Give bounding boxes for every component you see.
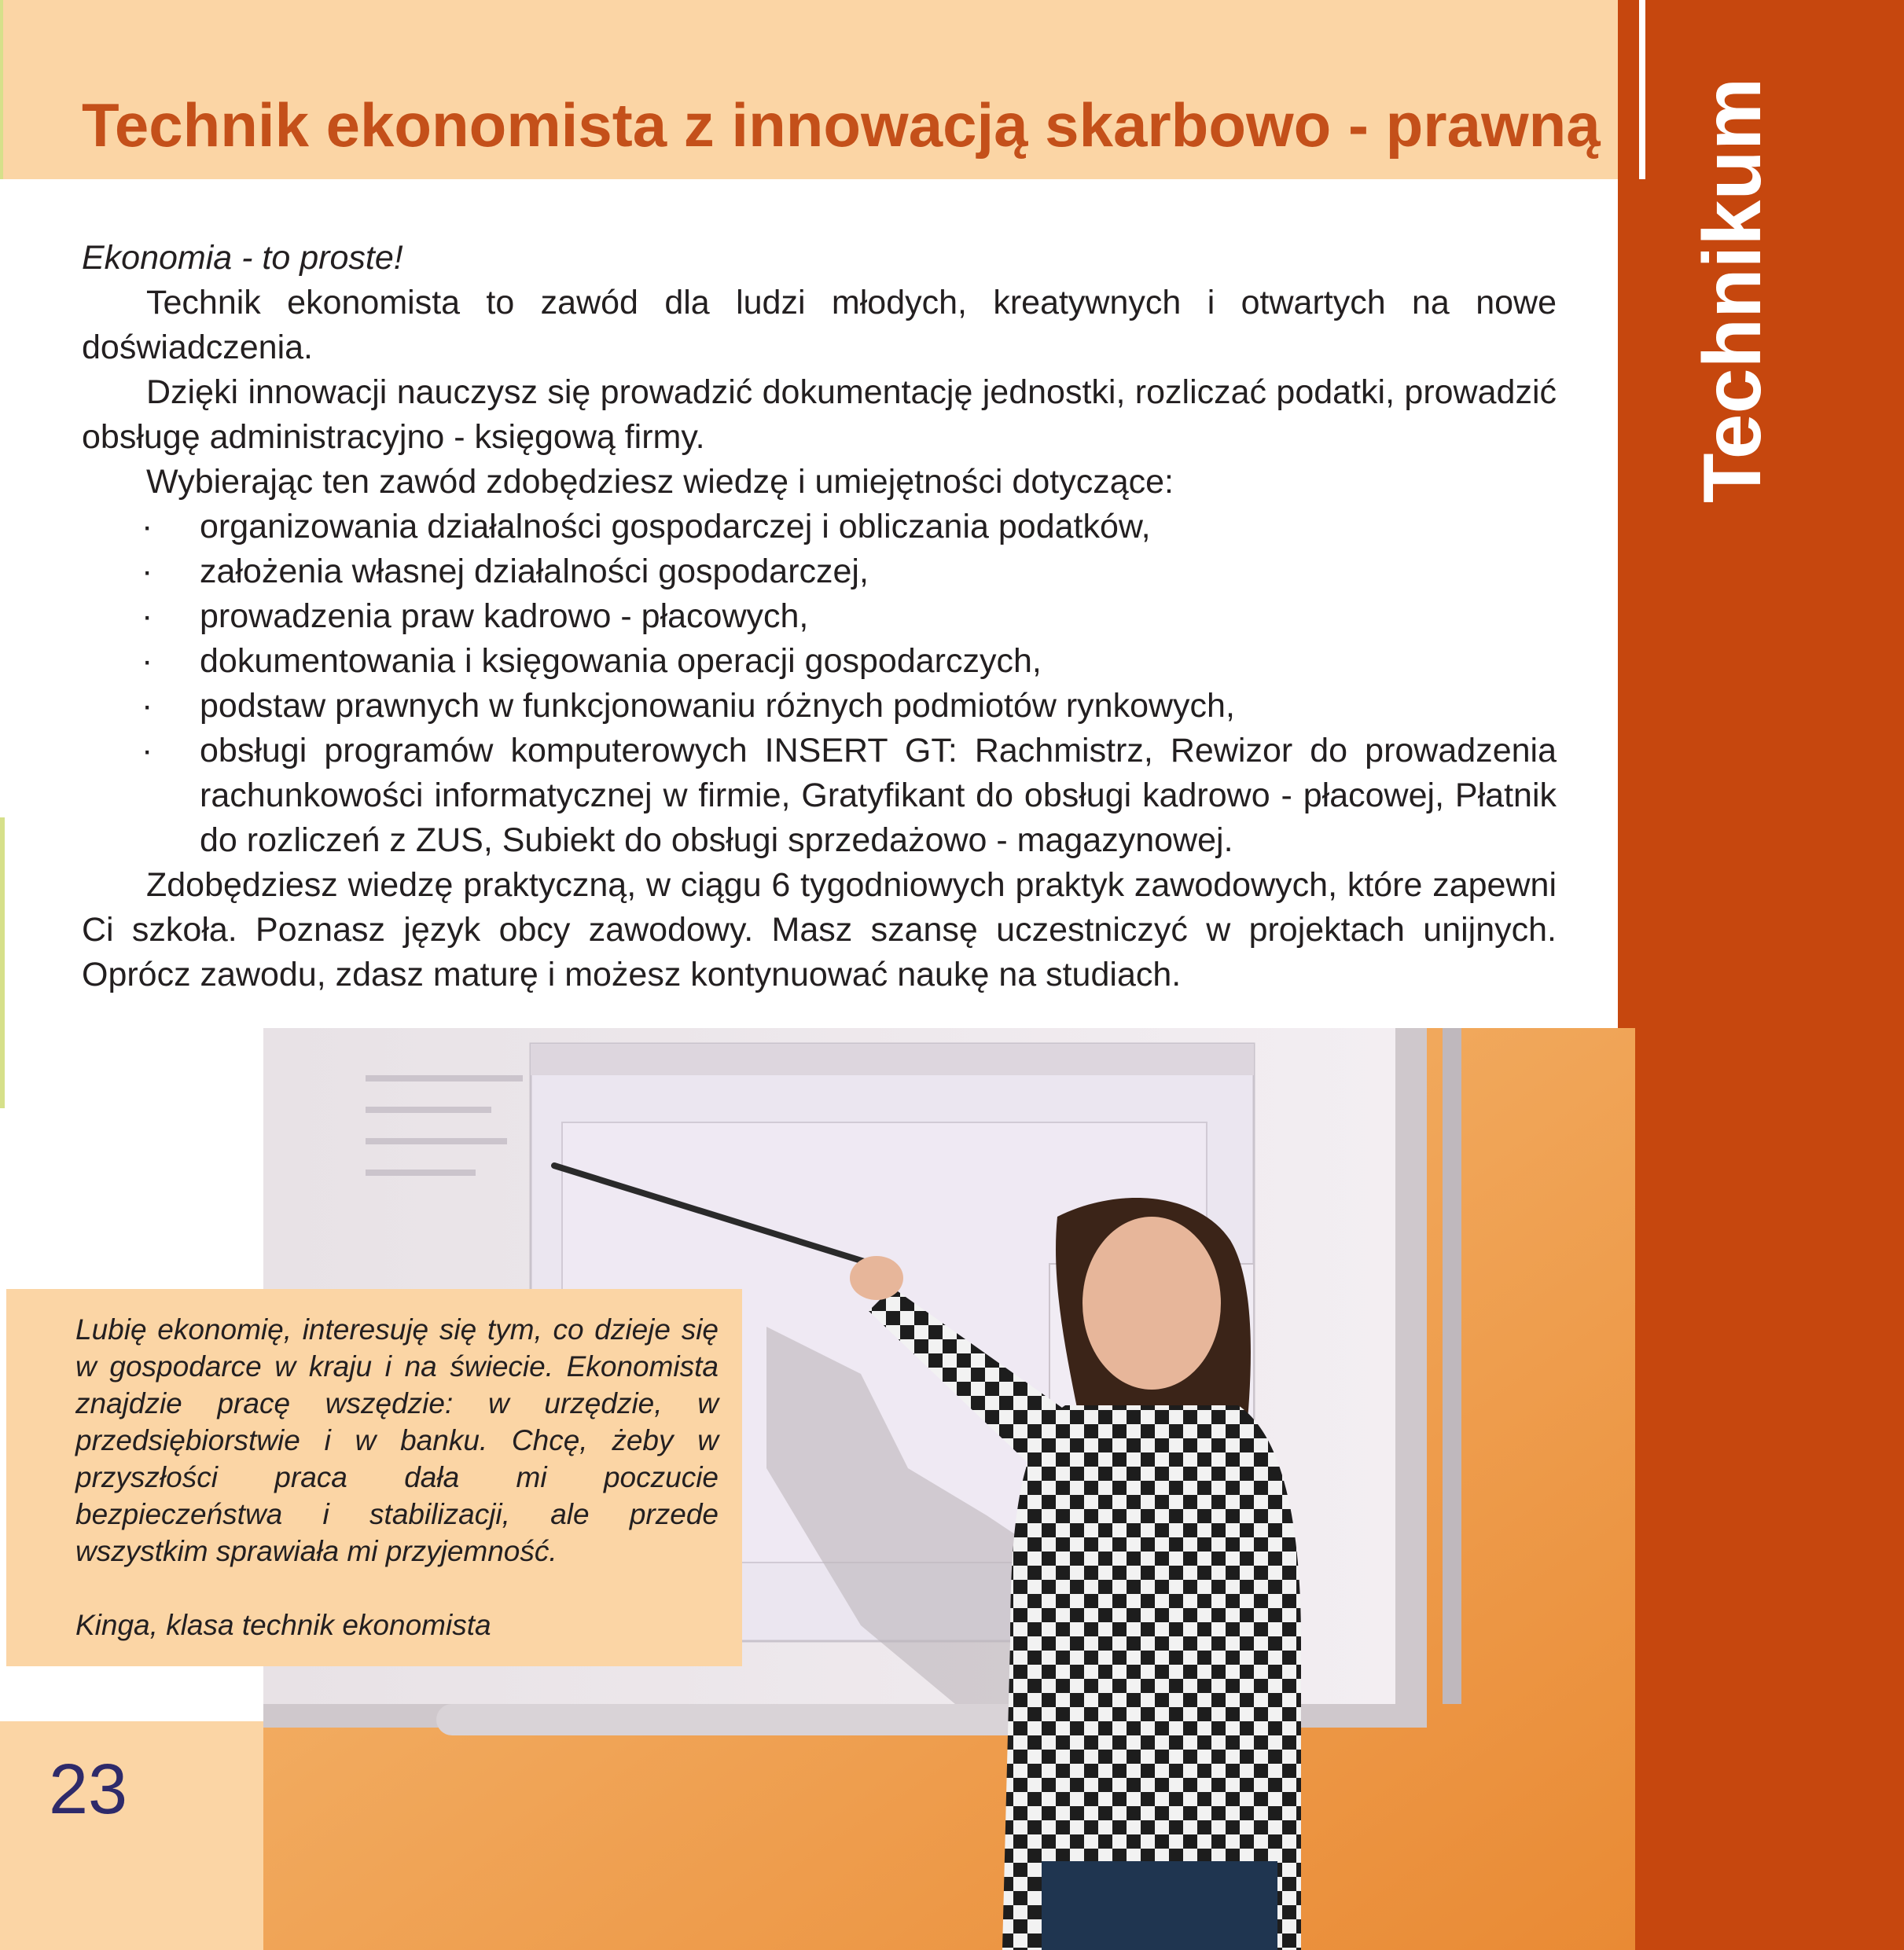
- pen-tray: [436, 1704, 1049, 1735]
- bullet: ·: [142, 642, 153, 680]
- list-item-text: dokumentowania i księgowania operacji gospodarczych,: [200, 642, 1042, 680]
- list-item: [82, 729, 1557, 863]
- bullet: ·: [142, 732, 153, 769]
- list-item-text: założenia własnej działalności gospodarczej,: [200, 553, 869, 590]
- closing-paragraph: Zdobędziesz wiedzę praktyczną, w ciągu 6 tygodniowych praktyk zawodowych, które zapewni Ci szkoła. Poznasz język obcy zawodowy. Masz szansę uczestniczyć w projektach unijnych. Oprócz zawodu, zdasz maturę i możesz kontynuować naukę na studiach.: [82, 866, 1557, 993]
- bullet: ·: [142, 597, 153, 635]
- quote-author: Kinga, klasa technik ekonomista: [75, 1609, 491, 1641]
- list-item-text: prowadzenia praw kadrowo - płacowych,: [200, 597, 809, 635]
- section-label: Technikum: [1687, 77, 1778, 503]
- page-title: Technik ekonomista z innowacją skarbowo - prawną: [82, 90, 1601, 160]
- skills-list: [82, 505, 1557, 863]
- board-tray: [1443, 1028, 1461, 1704]
- hand: [850, 1256, 903, 1300]
- list-item-text: organizowania działalności gospodarczej i obliczania podatków,: [200, 508, 1151, 545]
- paragraph: Technik ekonomista to zawód dla ludzi młodych, kreatywnych i otwartych na nowe doświadczenia.: [82, 284, 1557, 366]
- page-number-box: [0, 1721, 263, 1950]
- accent-line: [0, 0, 3, 179]
- side-bar-edge: [1639, 0, 1645, 179]
- student-quote: [75, 1311, 719, 1643]
- list-item: [82, 684, 1557, 729]
- list-item-text: obsługi programów komputerowych INSERT GT: Rachmistrz, Rewizor do prowadzenia rachunkowości informatycznej w firmie, Gratyfikant do obsługi kadrowo - płacowej, Płatnik do rozliczeń z ZUS, Subiekt do obsługi sprzedażowo - magazynowej.: [200, 732, 1557, 859]
- bullet: ·: [142, 687, 153, 725]
- left-accent: [0, 817, 5, 1108]
- list-item: [82, 505, 1557, 549]
- paragraph: Dzięki innowacji nauczysz się prowadzić dokumentację jednostki, rozliczać podatki, prowadzić obsługę administracyjno - księgową firmy.: [82, 373, 1557, 456]
- jeans: [1042, 1861, 1277, 1950]
- face: [1082, 1217, 1221, 1390]
- main-text: [82, 236, 1557, 997]
- intro-line: Ekonomia - to proste!: [82, 239, 403, 277]
- list-item-text: podstaw prawnych w funkcjonowaniu różnych podmiotów rynkowych,: [200, 687, 1235, 725]
- list-item: [82, 639, 1557, 684]
- page-number: 23: [49, 1750, 128, 1829]
- list-item: [82, 594, 1557, 639]
- list-item: [82, 549, 1557, 594]
- paragraph: Wybierając ten zawód zdobędziesz wiedzę i umiejętności dotyczące:: [146, 463, 1174, 501]
- bullet: ·: [142, 553, 153, 590]
- bullet: ·: [142, 508, 153, 545]
- window-titlebar: [531, 1044, 1254, 1075]
- quote-body: Lubię ekonomię, interesuję się tym, co dzieje się w gospodarce w kraju i na świecie. Ekonomista znajdzie pracę wszędzie: w urzędzie, w przedsiębiorstwie i w banku. Chcę, żeby w przyszłości praca dała mi poczucie bezpieczeństwa i stabilizacji, ale przede wszystkim sprawiała mi przyjemność.: [75, 1313, 719, 1567]
